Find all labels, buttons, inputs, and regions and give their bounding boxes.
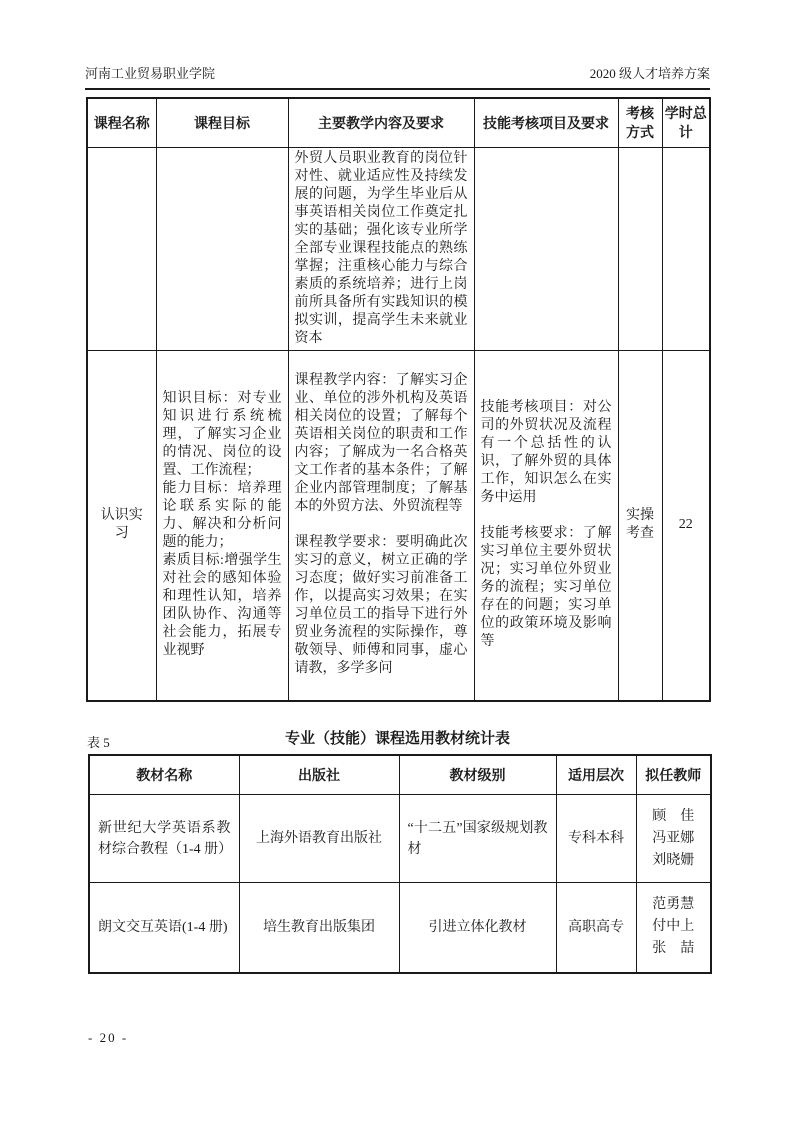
column-header-method: 考核方式 [618, 98, 662, 148]
course-table-header-row [87, 98, 710, 148]
textbook-table-caption [85, 729, 710, 749]
teacher-name: 刘晓姗 [652, 852, 695, 868]
publisher-cell: 培生教育出版集团 [239, 883, 399, 973]
target-cell: 高职高专 [556, 883, 636, 973]
school-name: 河南工业贸易职业学院 [85, 66, 216, 81]
teachers-cell [636, 795, 711, 883]
content-cell [288, 351, 474, 701]
course-row-continued [87, 148, 710, 351]
method-cell: 实操考查 [618, 351, 662, 701]
textbook-table-title: 专业（技能）课程选用教材统计表 [284, 730, 510, 747]
target-cell: 专科本科 [556, 795, 636, 883]
assessment-cell [474, 148, 618, 351]
column-header-target: 适用层次 [556, 755, 636, 795]
column-header-teachers: 拟任教师 [636, 755, 711, 795]
objectives-cell [156, 351, 288, 701]
course-name-cell [87, 148, 156, 351]
program-title: 2020 级人才培养方案 [589, 66, 710, 81]
assessment-item-paragraph: 技能考核项目：对公司的外贸状况及流程有一个总括性的认识，了解外贸的具体工作，知识怎么在实务中运用 [480, 400, 612, 506]
teaching-requirement-paragraph: 课程教学要求：要明确此次实习的意义，树立正确的学习态度；做好实习前准备工作，以提高实习效果；在实习单位员工的指导下进行外贸业务流程的实际操作，尊敬领导、师傅和同事，虚心请教，多学多问 [294, 535, 468, 677]
assessment-requirement-paragraph: 技能考核要求：了解实习单位主要外贸状况；实习单位外贸业务的流程；实习单位存在的问题；实习单位的政策环境及影响等 [480, 526, 612, 650]
content-paragraph: 外贸人员职业教育的岗位针对性、就业适应性及持续发展的问题，为学生毕业后从事英语相关岗位工作奠定扎实的基础；强化该专业所学全部专业课程技能点的熟练掌握；注重核心能力与综合素质的系统培养；进行上岗前所具备所有实践知识的模拟实训，提高学生未来就业资本 [294, 151, 468, 346]
teacher-name: 顾 佳 [652, 808, 695, 824]
assessment-cell [474, 351, 618, 701]
course-row-recognition-internship [87, 351, 710, 701]
textbook-name-cell: 新世纪大学英语系教材综合教程（1-4 册） [89, 795, 239, 883]
course-name-cell: 认识实习 [87, 351, 156, 701]
column-header-textbook-name: 教材名称 [89, 755, 239, 795]
column-header-level: 教材级别 [399, 755, 556, 795]
teaching-content-paragraph: 课程教学内容：了解实习企业、单位的涉外机构及英语相关岗位的设置；了解每个英语相关岗位的职责和工作内容；了解成为一名合格英文工作者的基本条件；了解企业内部管理制度；了解基本的外贸方法、外贸流程等 [294, 373, 468, 515]
textbook-name-cell: 朗文交互英语(1-4 册) [89, 883, 239, 973]
column-header-objectives: 课程目标 [156, 98, 288, 148]
teacher-name: 范勇慧 [652, 897, 695, 913]
textbook-table [88, 754, 712, 974]
textbook-row [89, 883, 711, 973]
teacher-name: 付中上 [652, 919, 695, 935]
column-header-publisher: 出版社 [239, 755, 399, 795]
textbook-table-header-row [89, 755, 711, 795]
table-number-label: 表 5 [87, 735, 110, 750]
teacher-name: 冯亚娜 [652, 830, 695, 846]
teacher-name: 张 喆 [652, 941, 695, 957]
publisher-cell: 上海外语教育出版社 [239, 795, 399, 883]
teachers-cell [636, 883, 711, 973]
hours-cell: 22 [662, 351, 710, 701]
column-header-content: 主要教学内容及要求 [288, 98, 474, 148]
page-header [85, 66, 710, 90]
column-header-course-name: 课程名称 [87, 98, 156, 148]
content-cell [288, 148, 474, 351]
level-cell: 引进立体化教材 [399, 883, 556, 973]
ability-objective: 能力目标：培养理论联系实际的能力、解决和分析问题的能力； [162, 481, 282, 551]
textbook-row [89, 795, 711, 883]
quality-objective: 素质目标:增强学生对社会的感知体验和理性认知，培养团队协作、沟通等社会能力，拓展专业视野 [162, 553, 282, 659]
column-header-assessment: 技能考核项目及要求 [474, 98, 618, 148]
hours-cell [662, 148, 710, 351]
column-header-hours: 学时总计 [662, 98, 710, 148]
level-cell: “十二五”国家级规划教材 [399, 795, 556, 883]
course-table [86, 97, 711, 702]
objectives-cell [156, 148, 288, 351]
page-number: - 20 - [88, 1030, 129, 1045]
knowledge-objective: 知识目标：对专业知识进行系统梳理，了解实习企业的情况、岗位的设置、工作流程； [162, 391, 282, 479]
method-cell [618, 148, 662, 351]
